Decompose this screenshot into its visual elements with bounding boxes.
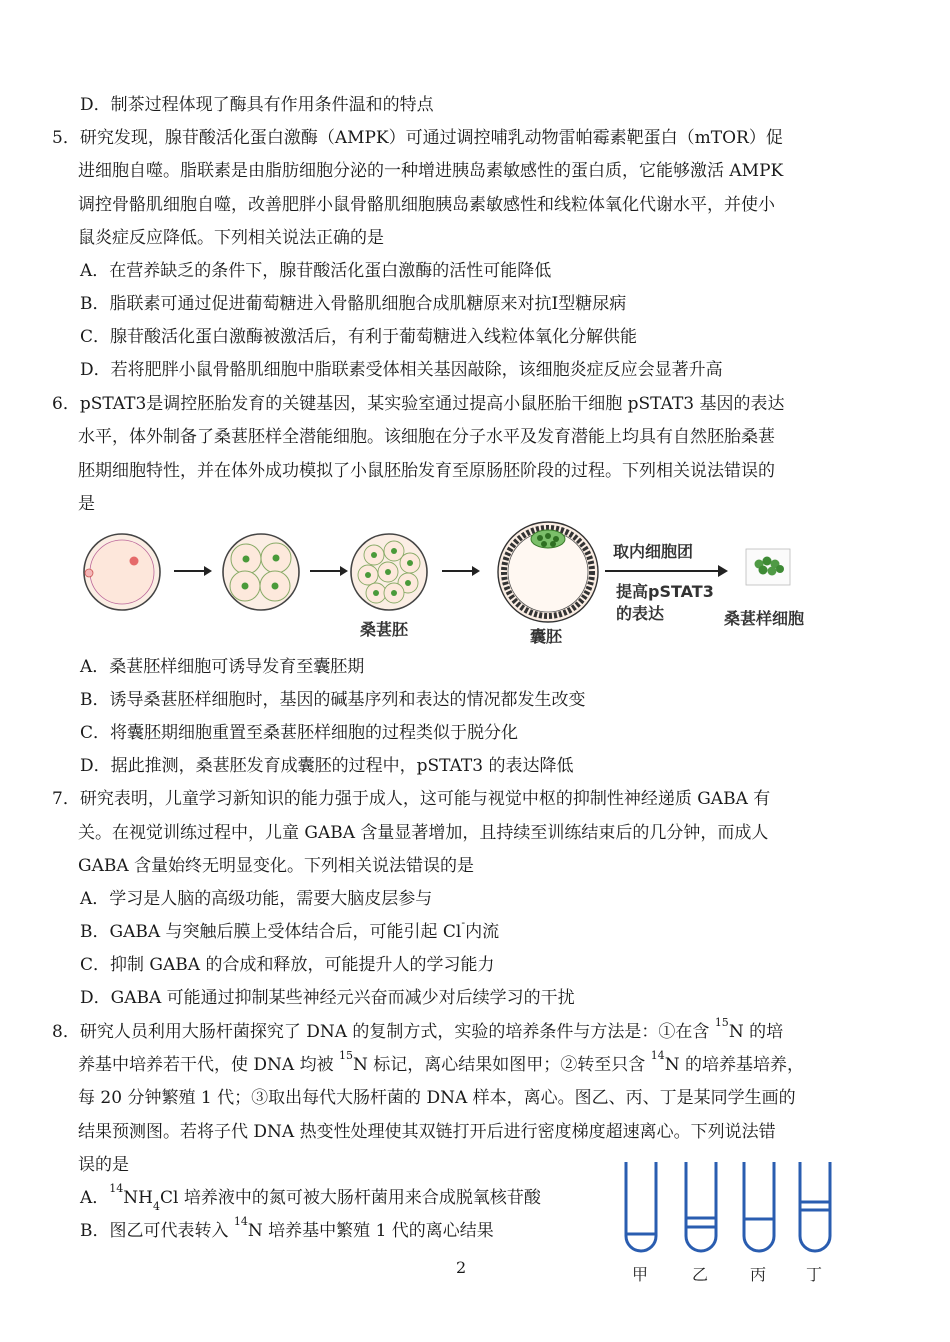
q8-stem-line: 结果预测图。若将子代 DNA 热变性处理使其双链打开后进行密度梯度超速离心。下列说法错 [78,1122,776,1142]
isotope-number: 14 [109,1182,124,1195]
q7-option-d: D．GABA 可能通过抑制某些神经元兴奋而减少对后续学习的干扰 [80,988,575,1008]
test-tube-ding [800,1162,830,1251]
arrow-bottom-label-2: 的表达 [616,604,665,623]
q8-text: N 标记，离心结果如图甲；②转至只含 [353,1055,651,1075]
q8-stem-line [52,1016,784,1044]
tube-label-ding: 丁 [806,1265,823,1284]
q8-text: NH [123,1188,153,1208]
q8-option-b [80,1215,494,1243]
q5-option-d: D．若将肥胖小鼠骨骼肌细胞中脂联素受体相关基因敲除，该细胞炎症反应会显著升高 [80,360,723,380]
tube-label-jia: 甲 [632,1265,649,1284]
q8-text: N 培养基中繁殖 1 代的离心结果 [247,1221,494,1241]
q7-stem-line: 7．研究表明，儿童学习新知识的能力强于成人，这可能与视觉中枢的抑制性神经递质 GABA 有 [52,789,771,809]
arrow-right-icon [310,566,348,576]
subscript-number: 4 [152,1200,160,1213]
q7-option-b-text: B．GABA 与突触后膜上受体结合后，可能引起 Cl [80,922,462,942]
q4-option-d: D．制茶过程体现了酶具有作用条件温和的特点 [80,95,434,115]
q7-stem-line: GABA 含量始终无明显变化。下列相关说法错误的是 [78,856,475,876]
q7-option-c: C．抑制 GABA 的合成和释放，可能提升人的学习能力 [80,955,495,975]
test-tube-bing [744,1162,774,1251]
isotope-number: 14 [233,1215,248,1228]
q6-option-b: B．诱导桑葚胚样细胞时，基因的碱基序列和表达的情况都发生改变 [80,690,586,710]
isotope-number: 15 [714,1016,729,1029]
tube-label-yi: 乙 [692,1265,709,1284]
q8-option-a [80,1182,541,1213]
q8-stem-line [78,1049,804,1077]
q7-option-b [80,916,500,944]
q5-option-b: B．脂联素可通过促进葡萄糖进入骨骼肌细胞合成肌糖原来对抗Ⅰ型糖尿病 [80,294,627,314]
long-arrow-right-icon [605,565,728,577]
q8-text: B．图乙可代表转入 [80,1221,234,1241]
q8-text: N 的培养基培养， [664,1055,804,1075]
morula-embryo [351,534,427,610]
q6-option-c: C．将囊胚期细胞重置至桑葚胚样细胞的过程类似于脱分化 [80,723,519,743]
q6-stem-line: 水平，体外制备了桑葚胚样全潜能细胞。该细胞在分子水平及发育潜能上均具有自然胚胎桑葚 [78,427,775,447]
test-tube-yi [686,1162,716,1251]
arrow-right-icon [442,566,480,576]
isotope-number: 15 [339,1049,353,1062]
q5-stem-line: 5．研究发现，腺苷酸活化蛋白激酶（AMPK）可通过调控哺乳动物雷帕霉素靶蛋白（mTOR）促 [52,128,783,148]
q8-stem-line: 误的是 [78,1155,129,1175]
q6-stem-line: 胚期细胞特性，并在体外成功模拟了小鼠胚胎发育至原肠胚阶段的过程。下列相关说法错误的 [78,461,775,481]
q7-option-a: A．学习是人脑的高级功能，需要大脑皮层参与 [80,889,433,909]
arrow-top-label: 取内细胞团 [613,542,694,561]
q6-option-d: D．据此推测，桑葚胚发育成囊胚的过程中，pSTAT3 的表达降低 [80,756,574,776]
morula-like-cells [746,549,790,585]
q7-stem-line: 关。在视觉训练过程中，儿童 GABA 含量显著增加，且持续至训练结束后的几分钟，而成人 [78,823,769,843]
morula-like-cells-label: 桑葚样细胞 [724,609,805,628]
test-tube-jia [626,1162,656,1251]
tube-label-bing: 丙 [750,1265,767,1284]
q5-option-a: A．在营养缺乏的条件下，腺苷酸活化蛋白激酶的活性可能降低 [80,261,552,281]
chloride-charge: - [461,916,466,929]
q6-option-a: A．桑葚胚样细胞可诱导发育至囊胚期 [80,657,365,677]
q6-stem-line: 是 [78,494,95,514]
morula-label: 桑葚胚 [360,620,409,639]
q8-text: 8．研究人员利用大肠杆菌探究了 DNA 的复制方式，实验的培养条件与方法是：①在含 [52,1022,715,1042]
q8-text: A． [80,1188,110,1208]
arrow-right-icon [174,566,212,576]
q8-text: Cl 培养液中的氮可被大肠杆菌用来合成脱氧核苷酸 [159,1188,541,1208]
four-cell-embryo [223,534,299,610]
q7-option-b-tail: 内流 [465,922,500,942]
page-number: 2 [456,1258,467,1277]
q5-stem-line: 调控骨骼肌细胞自噬，改善肥胖小鼠骨骼肌细胞胰岛素敏感性和线粒体氧化代谢水平，并使小 [78,195,775,215]
q5-option-c: C．腺苷酸活化蛋白激酶被激活后，有利于葡萄糖进入线粒体氧化分解供能 [80,327,638,347]
blastocyst-label: 囊胚 [530,627,563,646]
q5-stem-line: 鼠炎症反应降低。下列相关说法正确的是 [78,228,384,248]
q8-text: N 的培 [728,1022,784,1042]
q6-stem-line: 6．pSTAT3是调控胚胎发育的关键基因，某实验室通过提高小鼠胚胎干细胞 pSTAT3 基因的表达 [52,394,785,414]
arrow-bottom-label-1: 提高pSTAT3 [616,582,714,601]
q8-text: 养基中培养若干代，使 DNA 均被 [78,1055,339,1075]
centrifuge-tubes-figure [596,1158,846,1264]
blastocyst-embryo [498,522,598,622]
zygote-cell [84,534,160,610]
isotope-number: 14 [650,1049,665,1062]
q5-stem-line: 进细胞自噬。脂联素是由脂肪细胞分泌的一种增进胰岛素敏感性的蛋白质，它能够激活 AMPK [78,161,784,181]
q8-stem-line: 每 20 分钟繁殖 1 代；③取出每代大肠杆菌的 DNA 样本，离心。图乙、丙、丁是某同学生画的 [78,1088,796,1108]
